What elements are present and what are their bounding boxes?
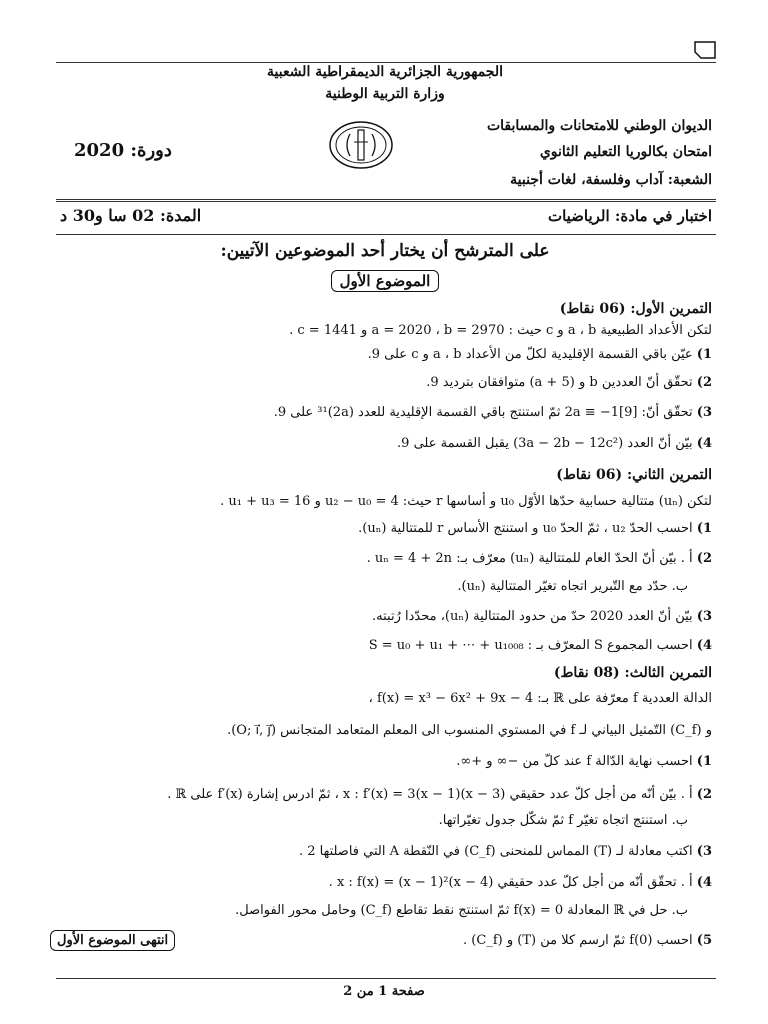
item-text: بيّن أنّ العدد 2020 حدّ من حدود المتتالية (uₙ)، محدّدا رُتبته. bbox=[372, 609, 693, 624]
footer-rule bbox=[56, 978, 716, 979]
subject-line: اختبار في مادة: الرياضيات bbox=[547, 207, 712, 225]
exercise-3-item-2b bbox=[52, 812, 688, 830]
item-text: تحقّق أنّ: 2a ≡ −1[9] ثمّ استنتج باقي القسمة الإقليدية للعدد (2a)³¹ على 9. bbox=[273, 405, 693, 420]
office-line: الديوان الوطني للامتحانات والمسابقات bbox=[486, 118, 712, 134]
exercise-2-item-2b bbox=[52, 578, 688, 596]
topic-title: الموضوع الأول bbox=[331, 270, 440, 292]
republic-line: الجمهورية الجزائرية الديمقراطية الشعبية bbox=[266, 64, 503, 80]
item-number: 2) bbox=[696, 375, 712, 390]
item-number: 1) bbox=[696, 754, 712, 769]
duration-line: المدة: 02 سا و30 د bbox=[60, 206, 202, 225]
exercise-3-item-1 bbox=[52, 753, 712, 771]
item-text: أ . بيّن أنّ الحدّ العام للمتتالية (uₙ) معرّف بـ: uₙ = 4 + 2n . bbox=[366, 551, 693, 566]
branch-line: الشعبة: آداب وفلسفة، لغات أجنبية bbox=[510, 172, 712, 188]
header-rule bbox=[56, 199, 716, 200]
subject-rule bbox=[56, 234, 716, 235]
end-label-wrap bbox=[50, 929, 175, 951]
ministry-emblem-icon bbox=[328, 120, 394, 170]
topic-title-wrap bbox=[290, 270, 480, 292]
item-text: اكتب معادلة لـ (T) المماس للمنحنى (C_f) في النّقطة A التي فاصلتها 2 . bbox=[298, 844, 693, 859]
item-text: ب. استنتج اتجاه تغيّر f ثمّ شكّل جدول تغيّراتها. bbox=[438, 813, 688, 828]
top-rule bbox=[56, 62, 716, 63]
item-text: احسب نهاية الدّالة f عند كلّ من −∞ و +∞. bbox=[456, 754, 693, 769]
exercise-3-title: التمرين الثالث: (08 نقاط) bbox=[553, 665, 712, 681]
page-corner-tab-icon bbox=[693, 40, 717, 60]
item-number: 4) bbox=[696, 875, 712, 890]
item-number: 3) bbox=[696, 405, 712, 420]
exercise-2-item-4 bbox=[52, 637, 712, 655]
exercise-2-intro: لتكن (uₙ) متتالية حسابية حدّها الأوّل u₀ و أساسها r حيث: u₂ − u₀ = 4 و u₁ + u₃ = 16 . bbox=[220, 494, 712, 509]
item-number: 4) bbox=[696, 638, 712, 653]
item-text: بيّن أنّ العدد (3a − 2b − 12c²) يقبل القسمة على 9. bbox=[397, 436, 693, 451]
item-number: 2) bbox=[696, 787, 712, 802]
exercise-2-item-1 bbox=[52, 520, 712, 538]
exercise-3-intro-2: و (C_f) التّمثيل البياني لـ f في المستوي المنسوب الى المعلم المتعامد المتجانس (O; i⃗, j⃗). bbox=[227, 723, 712, 738]
exercise-3-item-2 bbox=[52, 786, 712, 804]
item-number: 2) bbox=[696, 551, 712, 566]
item-text: عيّن باقي القسمة الإقليدية لكلّ من الأعداد a ، b و c على 9. bbox=[367, 347, 693, 362]
item-text: ب. حدّد مع التّبرير اتجاه تغيّر المتتالية (uₙ). bbox=[457, 579, 688, 594]
item-text: أ . بيّن أنّه من أجل كلّ عدد حقيقي x : f′(x) = 3(x − 1)(x − 3) ، ثمّ ادرس إشارة f′(x) على ℝ . bbox=[167, 787, 693, 802]
exercise-1-item-3 bbox=[52, 404, 712, 422]
exercise-1-title: التمرين الأول: (06 نقاط) bbox=[559, 301, 712, 317]
item-number: 1) bbox=[696, 521, 712, 536]
exercise-3-item-4b bbox=[52, 902, 688, 920]
page-number: صفحة 1 من 2 bbox=[343, 984, 425, 999]
item-number: 3) bbox=[696, 609, 712, 624]
exercise-3-item-5 bbox=[242, 932, 712, 950]
exam-line: امتحان بكالوريا التعليم الثانوي bbox=[539, 144, 712, 160]
header-rule-double bbox=[56, 201, 716, 202]
item-number: 4) bbox=[696, 436, 712, 451]
item-number: 1) bbox=[696, 347, 712, 362]
item-text: تحقّق أنّ العددين b و (a + 5) متوافقان بترديد 9. bbox=[426, 375, 693, 390]
exercise-3-intro: الدالة العددية f معرّفة على ℝ بـ: f(x) = x³ − 6x² + 9x − 4 ، bbox=[368, 691, 712, 706]
exercise-1-item-1 bbox=[52, 346, 712, 364]
session-label: دورة: 2020 bbox=[74, 140, 172, 161]
exercise-3-item-4 bbox=[52, 874, 712, 892]
end-label: انتهى الموضوع الأول bbox=[50, 930, 175, 951]
exercise-2-item-2 bbox=[52, 550, 712, 568]
exercise-1-item-2 bbox=[52, 374, 712, 392]
exercise-1-item-4 bbox=[52, 435, 712, 453]
exercise-1-intro: لتكن الأعداد الطبيعية a ، b و c حيث : a = 2020 ، b = 2970 و c = 1441 . bbox=[289, 323, 712, 338]
exercise-3-item-3 bbox=[52, 843, 712, 861]
item-text: ب. حل في ℝ المعادلة f(x) = 0 ثمّ استنتج نقط تقاطع (C_f) وحامل محور الفواصل. bbox=[235, 903, 688, 918]
item-text: احسب f(0) ثمّ ارسم كلا من (T) و (C_f) . bbox=[463, 933, 693, 948]
exercise-2-title: التمرين الثاني: (06 نقاط) bbox=[556, 467, 712, 483]
instructions: على المترشح أن يختار أحد الموضوعين الآتيين: bbox=[220, 241, 550, 261]
item-text: احسب الحدّ u₂ ، ثمّ الحدّ u₀ و استنتج الأساس r للمتتالية (uₙ). bbox=[358, 521, 693, 536]
item-text: احسب المجموع S المعرّف بـ : S = u₀ + u₁ + ⋯ + u₁₀₀₈ bbox=[368, 638, 693, 653]
ministry-line: وزارة التربية الوطنية bbox=[325, 86, 445, 102]
item-number: 3) bbox=[696, 844, 712, 859]
exercise-2-item-3 bbox=[52, 608, 712, 626]
item-text: أ . تحقّق أنّه من أجل كلّ عدد حقيقي x : f(x) = (x − 1)²(x − 4) . bbox=[328, 875, 693, 890]
item-number: 5) bbox=[696, 933, 712, 948]
